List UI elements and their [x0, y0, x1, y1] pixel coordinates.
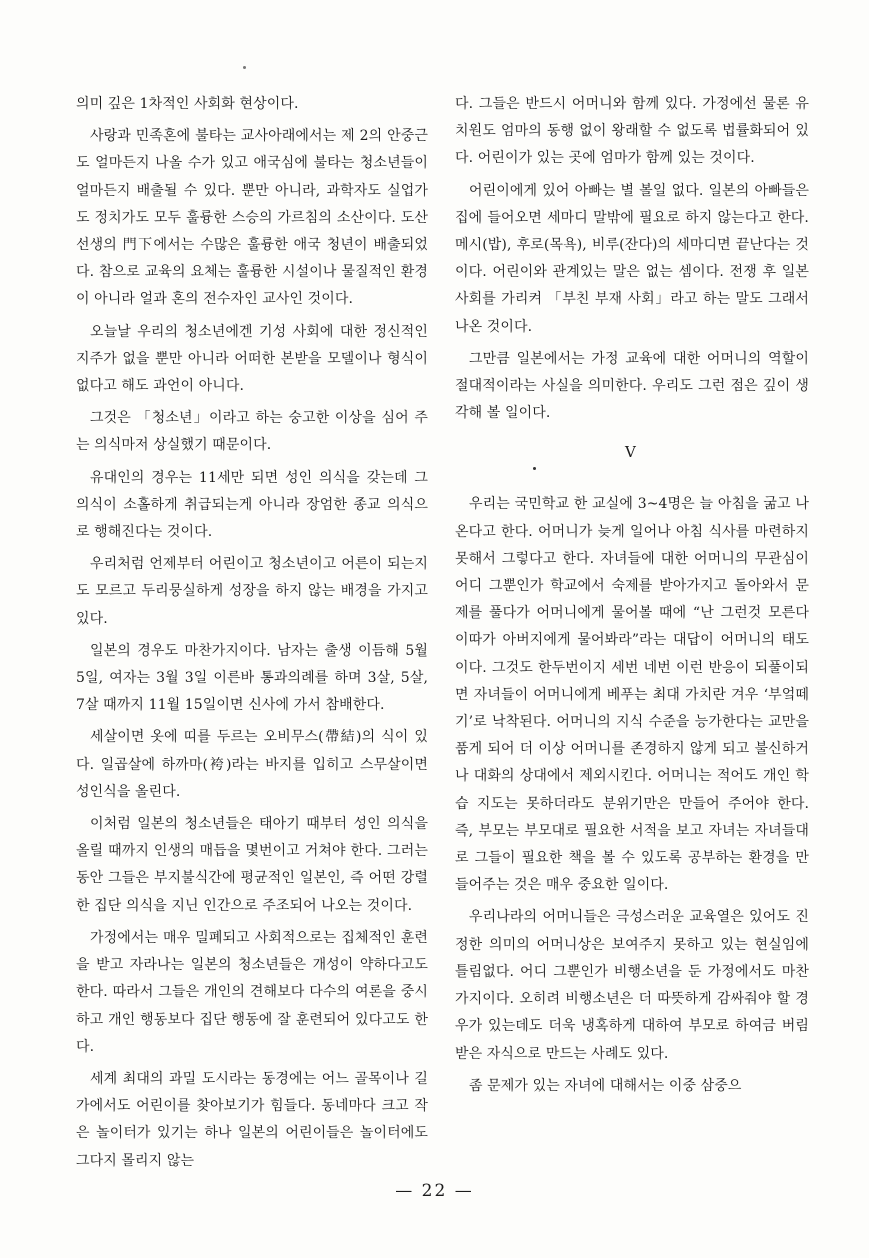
- page-number: — 22 —: [395, 1181, 474, 1201]
- section-divider: [455, 441, 809, 491]
- paragraph: 가정에서는 매우 밀폐되고 사회적으로는 집체적인 훈련을 받고 자라나는 일본의 청소년들은 개성이 약하다고도 한다. 따라서 그들은 개인의 견해보다 다수의 여론을 중시하고 개인 행동보다 집단 행동에 잘 훈련되어 있다고도 한다.: [76, 929, 428, 1055]
- paragraph: 오늘날 우리의 청소년에겐 기성 사회에 대한 정신적인 지주가 없을 뿐만 아니라 어떠한 본받을 모델이나 형식이 없다고 해도 과언이 아니다.: [76, 323, 428, 395]
- paragraph: 사랑과 민족혼에 불타는 교사아래에서는 제 2의 안중근도 얼마든지 나올 수가 있고 애국심에 불타는 청소년들이 얼마든지 배출될 수 있다. 뿐만 아니라, 과학자도 실업가도 정치가도 모두 훌륭한 스승의 가르침의 소산이다. 도산 선생의 門下에서는 수많은 훌륭한 애국 청년이 배출되었다. 참으로 교육의 요체는 훌륭한 시설이나 물질적인 환경이 아니라 얼과 혼의 전수자인 교사인 것이다.: [76, 128, 428, 308]
- paragraph: 우리나라의 어머니들은 극성스러운 교육열은 있어도 진정한 의미의 어머니상은 보여주지 못하고 있는 현실임에 틀림없다. 어디 그뿐인가 비행소년을 둔 가정에서도 마찬가지이다. 오히려 비행소년은 더 따뜻하게 감싸줘야 할 경우가 있는데도 더욱 냉혹하게 대하여 부모로 하여금 버림받은 자식으로 만드는 사례도 있다.: [455, 909, 809, 1062]
- speck-mark: [533, 467, 536, 470]
- section-heading: V: [625, 443, 636, 462]
- paragraph: 좀 문제가 있는 자녀에 대해서는 이중 삼중으: [469, 1077, 742, 1094]
- left-column: [76, 91, 428, 1180]
- paragraph: 유대인의 경우는 11세만 되면 성인 의식을 갖는데 그 의식이 소홀하게 취급되는게 아니라 장엄한 종교 의식으로 행해진다는 것이다.: [76, 469, 428, 541]
- paragraph: 의미 깊은 1차적인 사회화 현상이다.: [76, 96, 299, 112]
- paragraph: 우리는 국민학교 한 교실에 3~4명은 늘 아침을 굶고 나온다고 한다. 어머니가 늦게 일어나 아침 식사를 마련하지 못해서 그렇다고 한다. 자녀들에 대한 어머니의 무관심이 어디 그뿐인가 학교에서 숙제를 받아가지고 돌아와서 문제를 풀다가 어머니에게 물어볼 때에 “난 그런것 모른다 이따가 아버지에게 물어봐라”라는 대답이 어머니의 태도이다. 그것도 한두번이지 세번 네번 이런 반응이 되풀이되면 자녀들이 어머니에게 베푸는 최대 가치란 겨우 ‘부엌떼기’로 낙착된다. 어머니의 지식 수준을 능가한다는 교만을 품게 되어 더 이상 어머니를 존경하지 않게 되고 불신하거나 대화의 상대에서 제외시킨다. 어머니는 적어도 개인 학습 지도는 못하더라도 분위기만은 만들어 주어야 한다. 즉, 부모는 부모대로 필요한 서적을 보고 자녀는 자녀들대로 그들이 필요한 책을 볼 수 있도록 공부하는 환경을 만들어주는 것은 매우 중요한 일이다.: [455, 496, 809, 894]
- paragraph: 그만큼 일본에서는 가정 교육에 대한 어머니의 역할이 절대적이라는 사실을 의미한다. 우리도 그런 점은 깊이 생각해 볼 일이다.: [455, 350, 809, 422]
- paragraph: 세살이면 옷에 띠를 두르는 오비무스(帶結)의 식이 있다. 일곱살에 하까마(袴)라는 바지를 입히고 스무살이면 성인식을 올린다.: [76, 729, 428, 800]
- paragraph: 이처럼 일본의 청소년들은 태아기 때부터 성인 의식을 올릴 때까지 인생의 매듭을 몇번이고 거쳐야 한다. 그러는 동안 그들은 부지불식간에 평균적인 일본인, 즉 어떤 강렬한 집단 의식을 지닌 인간으로 주조되어 나오는 것이다.: [76, 816, 428, 914]
- paragraph: 그것은 「청소년」이라고 하는 숭고한 이상을 심어 주는 의식마저 상실했기 때문이다.: [76, 410, 428, 454]
- paragraph: 세계 최대의 과밀 도시라는 동경에는 어느 골목이나 길가에서도 어린이를 찾아보기가 힘들다. 동네마다 크고 작은 놀이터가 있기는 하나 일본의 어린이들은 놀이터에도 그다지 몰리지 않는: [76, 1070, 428, 1169]
- paragraph: 어린이에게 있어 아빠는 별 볼일 없다. 일본의 아빠들은 집에 들어오면 세마디 말밖에 필요로 하지 않는다고 한다. 메시(밥), 후로(목욕), 비루(잔다)의 세마디면 끝난다는 것이다. 어린이와 관계있는 말은 없는 셈이다. 전쟁 후 일본 사회를 가리켜 「부친 부재 사회」라고 하는 말도 그래서 나온 것이다.: [455, 182, 809, 335]
- speck-mark: [243, 66, 246, 69]
- paragraph: 다. 그들은 반드시 어머니와 함께 있다. 가정에선 물론 유치원도 엄마의 동행 없이 왕래할 수 없도록 법률화되어 있다. 어린이가 있는 곳에 엄마가 함께 있는 것이다.: [455, 96, 809, 167]
- paragraph: 일본의 경우도 마찬가지이다. 남자는 출생 이듬해 5월 5일, 여자는 3월 3일 이른바 통과의례를 하며 3살, 5살, 7살 때까지 11월 15일이면 신사에 가서 참배한다.: [76, 642, 428, 714]
- paragraph: 우리처럼 언제부터 어린이고 청소년이고 어른이 되는지도 모르고 두리뭉실하게 성장을 하지 않는 배경을 가지고 있다.: [76, 556, 428, 627]
- right-column: [455, 91, 809, 1105]
